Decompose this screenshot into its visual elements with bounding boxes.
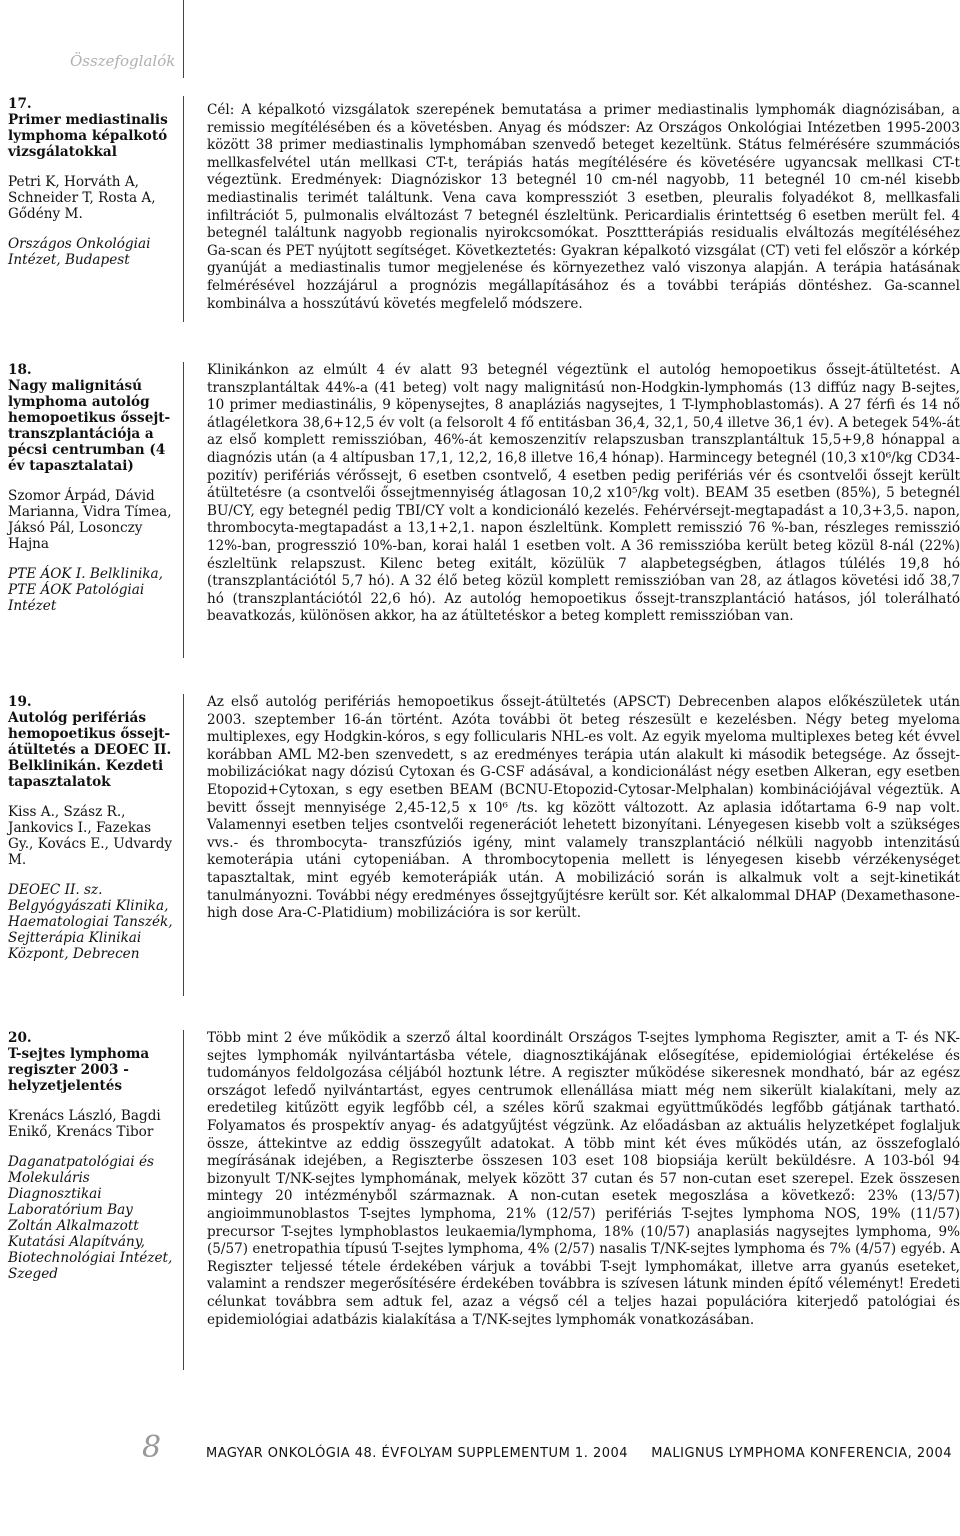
abstract-institution: Daganatpatológiai és Molekuláris Diagnosztikai Laboratórium Bay Zoltán Alkalmazott Kutatási Alapítvány, Biotechnológiai Intézet, Szeged <box>8 1154 173 1282</box>
abstract-sidebar <box>8 362 178 614</box>
abstract-number: 17. <box>8 96 32 112</box>
abstract-institution: PTE ÁOK I. Belklinika, PTE ÁOK Patológiai Intézet <box>8 566 163 614</box>
abstract-authors: Szomor Árpád, Dávid Marianna, Vidra Tímea, Jáksó Pál, Losonczy Hajna <box>8 488 172 552</box>
column-divider <box>183 362 184 658</box>
column-divider <box>183 96 184 322</box>
abstract-title: Primer mediastinalis lymphoma képalkotó vizsgálatokkal <box>8 112 168 160</box>
abstract-text: Klinikánkon az elmúlt 4 év alatt 93 betegnél végeztünk el autológ hemopoetikus őssejt-átültetést. A transzplantáltak 44%-a (41 beteg) volt nagy malignitású non-Hodgkin-lymphomás (13 diffúz nagy B-sejtes, 10 primer mediastinális, 9 köpenysejtes, 8 anapláziás nagysejtes, 1 T-lymphoblastomás). A 27 férfi és 14 nő átlagéletkora 38,6+12,5 év volt (a felsorolt 4 fő entitásban 36,4, 32,1, 50,4 illetve 36,1 év). A betegek 54%-át az első komplett remisszióban, 46%-át kemoszenzitív relapszusban transzplantáltuk 15,5+9,8 hónappal a diagnózis után (a 4 altípusban 17,1, 12,2, 16,8 illetve 16,4 hónap). Harmincegy betegnél (10,3 x10⁶/kg CD34-pozitív) perifériás vérőssejt, 6 esetben csontvelő, 4 esetben pedig perifériás vér és csontvelői őssejt került átültetésre (a csontvelői őssejtmennyiség átlagosan 10,2 x10⁵/kg volt). BEAM 35 esetben (85%), 5 betegnél BU/CY, egy betegnél pedig TBI/CY volt a kondicionáló kezelés. Fehérvérsejt-megtapadást a 10,3+3,5. napon, thrombocyta-megtapadást a 13,1+2,1. napon észleltünk. Komplett remisszió 76 %-ban, részleges remisszió 12%-ban, progresszió 10%-ban, korai halál 1 esetben volt. A 36 remisszióba került beteg közül 8-nál (22%) észleltünk relapszust. Kilenc beteg exitált, közülük 7 alapbetegségben, átlagos túlélés 19,8 hó (transzplantációtól 5,7 hó). A 32 élő beteg közül komplett remisszióban van 28, az átlagos követési idő 38,7 hó (transzplantációtól 22,6 hó). Az autológ hemopoetikus őssejt-transzplantáció hatásos, jól tolerálható beavatkozás, különösen akkor, ha az átültetéskor a beteg komplett remisszióban van. <box>207 362 960 625</box>
column-divider <box>183 1030 184 1370</box>
abstract-text: Cél: A képalkotó vizsgálatok szerepének bemutatása a primer mediastinalis lymphomák diagnózisában, a remissio megítélésében és a követésben. Anyag és módszer: Az Országos Onkológiai Intézetben 1995-2003 között 38 primer mediastinalis lymphomában szenvedő beteget kezeltünk. Státus felmérésére szummációs mellkasfelvétel után mellkasi CT-t, terápiás hatás megítélésére és követésére ugyancsak mellkasi CT-t végeztünk. Eredmények: Diagnóziskor 13 betegnél 10 cm-nél nagyobb, 11 betegnél 10 cm-nél kisebb mediastinalis terimét találtunk. Vena cava kompressziót 3 esetben, pleuralis folyadékot 8, mellkasfali infiltrációt 5, pulmonalis elváltozást 7 betegnél észleltünk. Pericardialis érintettség 6 esetben merült fel. 4 betegnél találtunk nagyobb regionalis nyirokcsomókat. Poszttterápiás residualis elváltozás megítéléséhez Ga-scan és PET nyújtott segítséget. Következtetés: Gyakran képalkotó vizsgálat (CT) veti fel először a kórkép gyanúját a mediastinalis tumor megjelenése és környezethez való viszonya alapján. A terápia hatásának felmérésével hozzájárul a prognózis megállapításához és a további terápiás döntéshez. Ga-scannel kombinálva a hosszútávú követés megfelelő módszere. <box>207 102 960 312</box>
abstract-number: 19. <box>8 694 32 710</box>
abstract-number: 20. <box>8 1030 32 1046</box>
abstract-authors: Petri K, Horváth A, Schneider T, Rosta A, Gődény M. <box>8 174 156 222</box>
abstract-text: Az első autológ perifériás hemopoetikus őssejt-átültetés (APSCT) Debrecenben alapos előkészületek után 2003. szeptember 16-án történt. Azóta további öt beteg részesült e kezelésben. Négy beteg myeloma multiplexes, egy Hodgkin-kóros, s egy follicularis NHL-es volt. Az egyik myeloma multiplexes beteg két évvel korábban AML M2-ben szenvedett, s az eredményes terápia után alakult ki második betegsége. Az őssejt-mobilizációkat nagy dózisú Cytoxan és G-CSF adásával, a kondicionálást négy esetben Alkeran, egy esetben Etopozid+Cytoxan, s egy esetben BEAM (BCNU-Etopozid-Cytosar-Melphalan) kombinációjával végeztük. A bevitt őssejt mennyisége 2,45-12,5 x 10⁶ /ts. kg között változott. Az aplasia időtartama 6-9 nap volt. Valamennyi esetben teljes csontvelői regenerációt lehetett bizonyítani. Lényegesen kisebb volt a szükséges vvs.- és thrombocyta- transzfúziós igény, mint valamely transzplantáció nélküli nagyobb intenzitású kemoterápia utáni cytopeniában. A thrombocytopenia mellett is lényegesen kisebb vérzékenységet tapasztaltak, mint egyéb kemoterápiák után. A mobilizáció során is alkalmuk volt a sejt-kinetikát tanulmányozni. További négy eredményes őssejtgyűjtésre került sor. Két alkalommal DHAP (Dexamethasone-high dose Ara-C-Platidium) mobilizációra is sor került. <box>207 694 960 922</box>
abstract-title: T-sejtes lymphoma regiszter 2003 - helyzetjelentés <box>8 1046 150 1094</box>
column-divider <box>183 694 184 996</box>
page-number: 8 <box>142 1430 162 1465</box>
section-header: Összefoglalók <box>70 52 176 70</box>
abstract-title: Nagy malignitású lymphoma autológ hemopoetikus őssejt-transzplantációja a pécsi centrumban (4 év tapasztalatai) <box>8 378 171 474</box>
abstract-number: 18. <box>8 362 32 378</box>
abstract-title: Autológ perifériás hemopoetikus őssejt-átültetés a DEOEC II. Belklinikán. Kezdeti tapasztalatok <box>8 710 172 790</box>
abstract-institution: DEOEC II. sz. Belgyógyászati Klinika, Haematologiai Tanszék, Sejtterápia Klinikai Központ, Debrecen <box>8 882 173 962</box>
journal-name: MAGYAR ONKOLÓGIA 48. ÉVFOLYAM SUPPLEMENTUM 1. 2004 <box>206 1446 629 1461</box>
abstract-institution: Országos Onkológiai Intézet, Budapest <box>8 236 151 268</box>
abstract-authors: Kiss A., Szász R., Jankovics I., Fazekas Gy., Kovács E., Udvardy M. <box>8 804 173 868</box>
page-footer <box>0 1430 960 1480</box>
abstract-authors: Krenács László, Bagdi Enikő, Krenács Tibor <box>8 1108 161 1140</box>
abstract-text: Több mint 2 éve működik a szerző által koordinált Országos T-sejtes lymphoma Regiszter, amit a T- és NK-sejtes lymphomák nyilvántartásba vétele, diagnosztikájának elősegítése, epidemiológiai értékelése és tudományos feldolgozása céljából hoztunk létre. A regiszter működése sikeresnek mondható, bár az egész országot lefedő nyilvántartást, egyes centrumok ellenállása miatt még nem sikerült kialakítani, mely az eredetileg kitűzött egyik legfőbb cél, a széles körű szakmai együttműködés legfőbb gátjának tartható. Folyamatos és prospektív anyag- és adatgyűjtést végzünk. Az előadásban az aktuális helyzetképet foglaljuk össze, áttekintve az eddig összegyűlt adatokat. A több mint két éves működés után, az összefoglaló megírásának idejében, a Regiszterbe összesen 103 eset 108 biopsiája került beküldésre. A 103-ból 94 bizonyult T/NK-sejtes lymphomának, melyek között 37 cutan és 57 non-cutan eset szerepel. Ezek összesen mintegy 20 intézményből származnak. A non-cutan esetek megoszlása a következő: 23% (13/57) angioimmunoblastos T-sejtes lymphoma, 21% (12/57) perifériás T-sejtes lymphoma NOS, 19% (11/57) precursor T-sejtes lymphoblastos leukaemia/lymphoma, 18% (10/57) anaplasiás nagysejtes lymphoma, 9% (5/57) enetropathia típusú T-sejtes lymphoma, 4% (2/57) nasalis T/NK-sejtes lymphoma és 7% (4/57) egyéb. A Regiszter teljessé tétele érdekében várjuk a további T-sejt lymphomákat, illetve arra gyanús eseteket, valamint a rendszer megerősítésére érdekében továbbra is szívesen látunk minden építő véleményt! Eredeti célunkat továbbra sem adtuk fel, azaz a végső cél a teljes hazai populációra kiterjedő patológiai és epidemiológiai adatbázis kialakítása a T/NK-sejtes lymphomák vonatkozásában. <box>207 1030 960 1328</box>
header-divider <box>183 0 184 78</box>
abstract-sidebar <box>8 1030 178 1282</box>
abstract-sidebar <box>8 694 178 962</box>
conference-name: MALIGNUS LYMPHOMA KONFERENCIA, 2004 <box>651 1446 952 1461</box>
abstract-sidebar <box>8 96 178 268</box>
